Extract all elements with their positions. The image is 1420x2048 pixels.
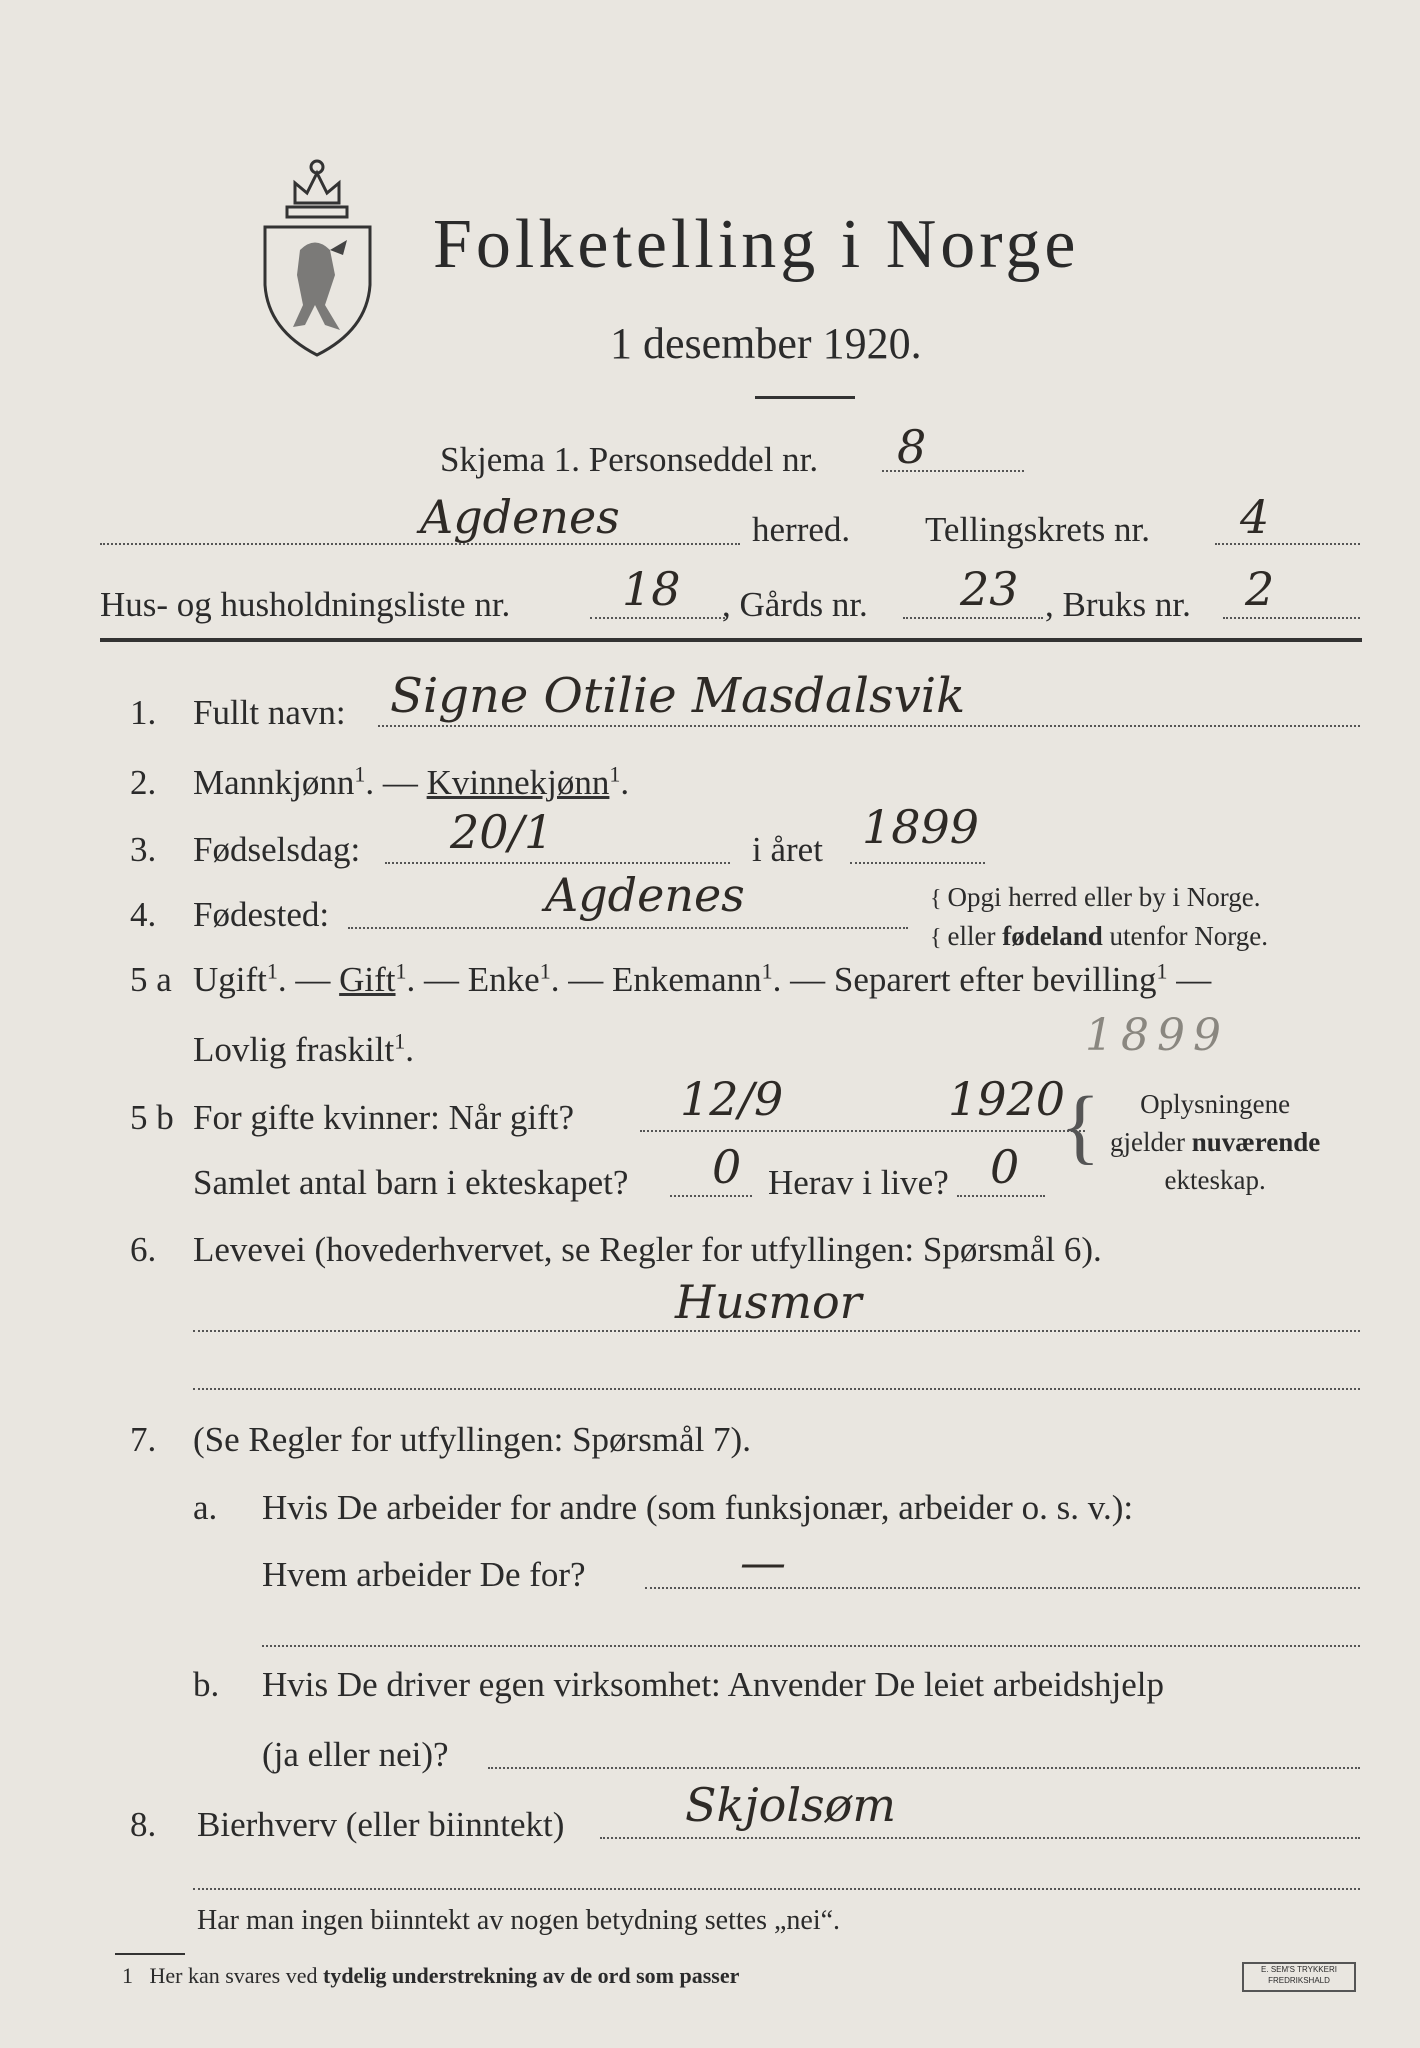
tellingskrets-label: Tellingskrets nr. [925,510,1151,549]
header-divider [100,638,1362,642]
q5b-marriage-year-value: 1920 [948,1072,1066,1126]
herred-label: herred. [752,510,851,549]
q5a-enkemann[interactable]: Enkemann [611,960,762,999]
q5b-marriage-date-value: 12/9 [680,1072,784,1126]
schema-label: Skjema 1. Personseddel nr. [440,440,819,479]
q6-label: Levevei (hovederhvervet, se Regler for utfyllingen: Spørsmål 6). [193,1230,1102,1269]
q2-mannkjonn[interactable]: Mannkjønn [193,763,355,802]
q5a-gift[interactable]: Gift [339,960,396,999]
q5b-number: 5 b [130,1098,174,1137]
personseddel-nr-value: 8 [897,420,927,474]
q4-number: 4. [130,895,157,934]
husliste-label: Hus- og husholdningsliste nr. [100,585,511,624]
q3-birth-year-value: 1899 [862,800,980,854]
tellingskrets-value: 4 [1240,490,1270,544]
q6-occupation-value: Husmor [675,1275,862,1329]
q3-number: 3. [130,830,157,869]
title-divider [755,396,855,399]
q5b-label: For gifte kvinner: Når gift? [193,1098,575,1137]
coat-of-arms-icon [255,155,380,365]
q3-label: Fødselsdag: [193,830,361,869]
q4-birthplace-value: Agdenes [545,868,745,922]
q2-kvinnekjonn[interactable]: Kvinnekjønn [426,763,610,802]
q5a-ugift[interactable]: Ugift [193,960,267,999]
bruks-value: 2 [1245,562,1275,616]
q5b-brace: { [1060,1080,1101,1173]
q3-birthday-value: 20/1 [450,805,554,859]
q4-note: { Opgi herred eller by i Norge. { eller fødeland utenfor Norge. [930,882,1268,951]
q7a-number: a. [193,1488,218,1527]
q3-year-label: i året [752,830,823,869]
q7b-number: b. [193,1665,220,1704]
q7a-employer-value: — [740,1535,786,1589]
q7b-sub-label: (ja eller nei)? [262,1735,449,1774]
q7-number: 7. [130,1420,157,1459]
q2-number: 2. [130,763,157,802]
q5a-lovlig: Lovlig fraskilt$^1$. [193,1028,414,1069]
q2-options: Mannkjønn$^1$. — Kvinnekjønn$^1$. [193,761,630,802]
q5a-enke[interactable]: Enke [467,960,540,999]
q4-label: Fødested: [193,895,330,934]
page-title: Folketelling i Norge [433,206,1080,283]
husliste-value: 18 [622,562,681,616]
bruks-label: , Bruks nr. [1045,585,1191,624]
q5a-options: Ugift$^1$. — Gift$^1$. — Enke$^1$. — Enkemann$^1$. — Separert efter bevilling$^1$ — [193,958,1212,999]
q7a-text: Hvis De arbeider for andre (som funksjonær, arbeider o. s. v.): [262,1488,1134,1527]
q5b-live-value: 0 [990,1140,1020,1194]
q5b-live-label: Herav i live? [768,1163,949,1202]
q7a-sub-label: Hvem arbeider De for? [262,1555,586,1594]
q5b-barn-label: Samlet antal barn i ekteskapet? [193,1163,629,1202]
printer-stamp: E. SEM'S TRYKKERI FREDRIKSHALD [1242,1962,1356,1992]
q8-number: 8. [130,1805,157,1844]
q6-number: 6. [130,1230,157,1269]
q1-label: Fullt navn: [193,693,346,732]
q5b-note: Oplysningene gjelder nuværende ekteskap. [1110,1089,1321,1195]
footer-note: Har man ingen biinntekt av nogen betydning settes „nei“. [197,1905,841,1936]
q1-full-name-value: Signe Otilie Masdalsvik [390,668,966,724]
footnote: 1 Her kan svares ved tydelig understrekning av de ord som passer [122,1963,740,1988]
q7b-text: Hvis De driver egen virksomhet: Anvender De leiet arbeidshjelp [262,1665,1164,1704]
q5b-barn-value: 0 [712,1140,742,1194]
q8-side-income-value: Skjolsøm [685,1778,896,1832]
footer-divider [115,1953,185,1955]
herred-value: Agdenes [420,490,620,544]
q8-label: Bierhverv (eller biinntekt) [197,1805,565,1844]
q5a-margin-note: 1899 [1085,1010,1229,1061]
gards-label: , Gårds nr. [722,585,868,624]
q5a-separert[interactable]: Separert efter bevilling [833,960,1157,999]
census-date: 1 desember 1920. [610,319,922,368]
q7-label: (Se Regler for utfyllingen: Spørsmål 7). [193,1420,751,1459]
gards-value: 23 [960,562,1019,616]
q1-number: 1. [130,693,157,732]
q5a-number: 5 a [130,960,172,999]
